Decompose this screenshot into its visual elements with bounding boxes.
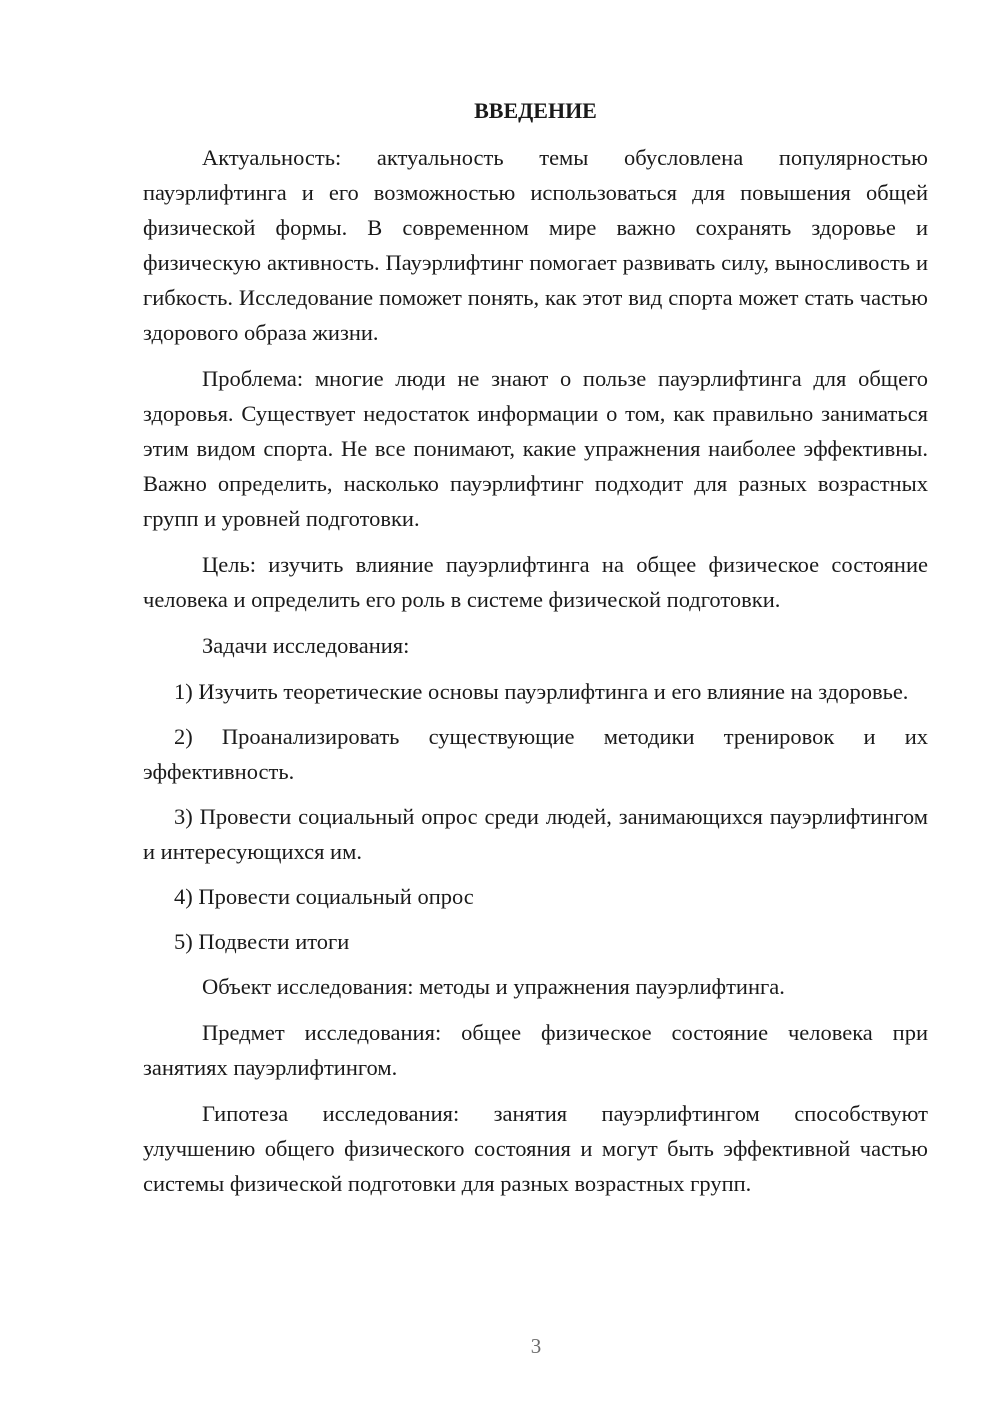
task-item-5: 5) Подвести итоги: [174, 929, 350, 954]
page-content: [143, 96, 928, 1212]
tasks-heading: Задачи исследования:: [202, 633, 410, 658]
page-title: ВВЕДЕНИЕ: [474, 98, 597, 123]
task-item-2: 2) Проанализировать существующие методики тренировок и их эффективность.: [143, 724, 928, 784]
relevance-paragraph: Актуальность: актуальность темы обусловлена популярностью пауэрлифтинга и его возможностью использоваться для повышения общей физической формы. В современном мире важно сохранять здоровье и физическую активность. Пауэрлифтинг помогает развивать силу, выносливость и гибкость. Исследование поможет понять, как этот вид спорта может стать частью здорового образа жизни.: [143, 145, 928, 345]
goal-paragraph: Цель: изучить влияние пауэрлифтинга на общее физическое состояние человека и определить его роль в системе физической подготовки.: [143, 552, 928, 612]
subject-paragraph: Предмет исследования: общее физическое состояние человека при занятиях пауэрлифтингом.: [143, 1020, 928, 1080]
object-paragraph: Объект исследования: методы и упражнения пауэрлифтинга.: [202, 974, 785, 999]
hypothesis-paragraph: Гипотеза исследования: занятия пауэрлифтингом способствуют улучшению общего физического состояния и могут быть эффективной частью системы физической подготовки для разных возрастных групп.: [143, 1101, 928, 1196]
problem-paragraph: Проблема: многие люди не знают о пользе пауэрлифтинга для общего здоровья. Существует недостаток информации о том, как правильно заниматься этим видом спорта. Не все понимают, какие упражнения наиболее эффективны. Важно определить, насколько пауэрлифтинг подходит для разных возрастных групп и уровней подготовки.: [143, 366, 928, 531]
task-item-1: 1) Изучить теоретические основы пауэрлифтинга и его влияние на здоровье.: [174, 679, 909, 704]
page-number: 3: [530, 1334, 542, 1358]
task-item-3: 3) Провести социальный опрос среди людей, занимающихся пауэрлифтингом и интересующихся им.: [143, 804, 928, 864]
task-item-4: 4) Провести социальный опрос: [174, 884, 474, 909]
